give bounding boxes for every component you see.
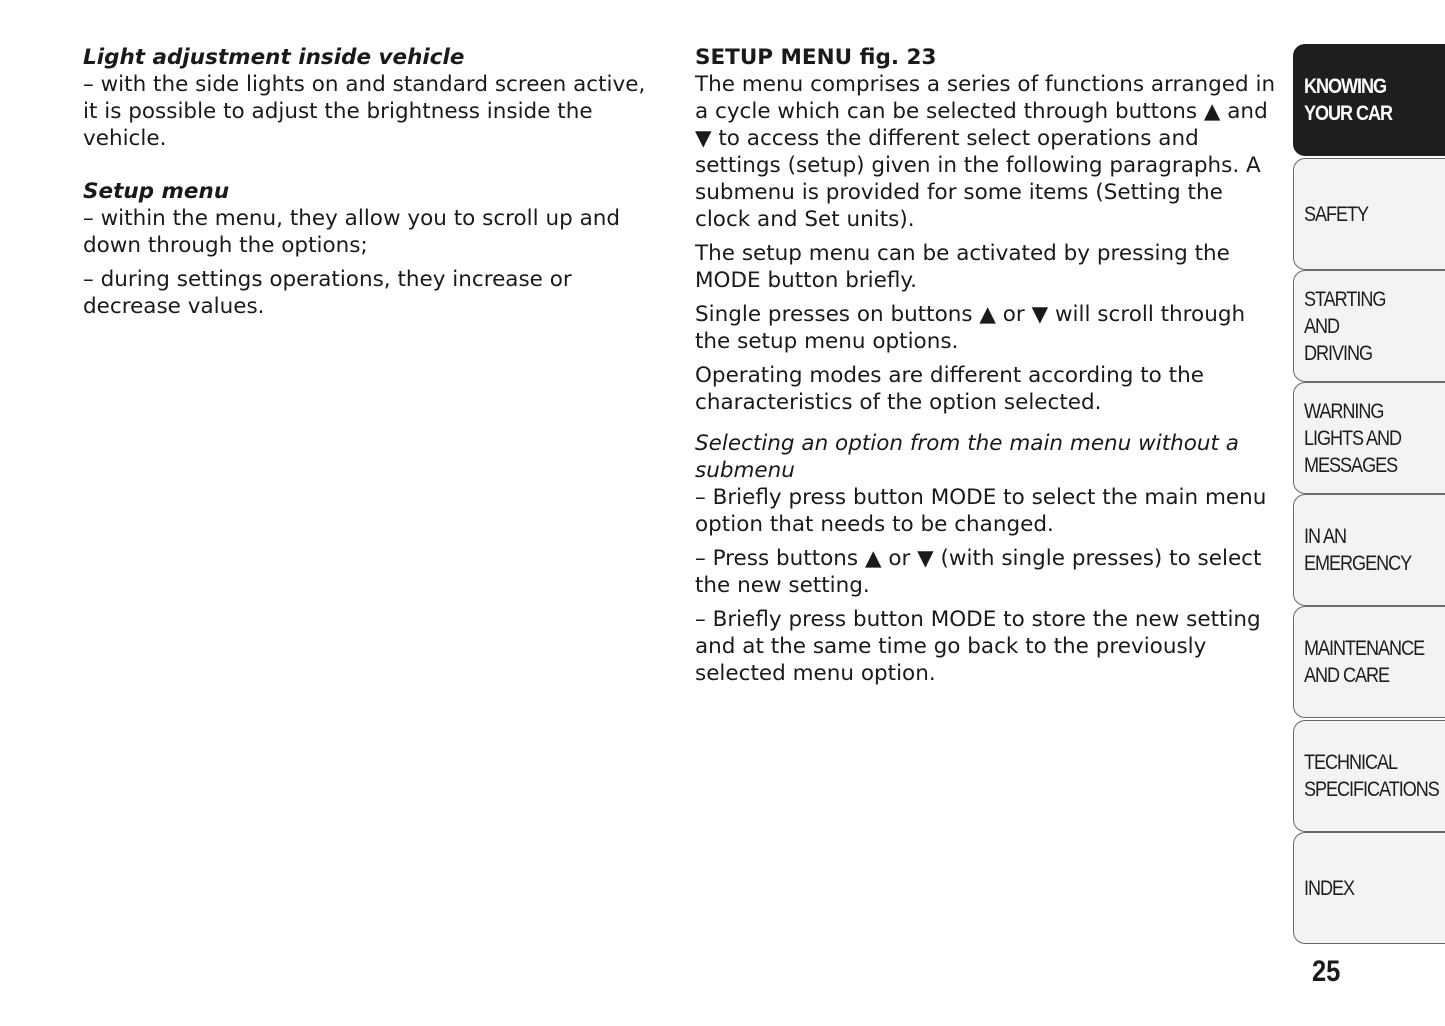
paragraph-menu-cycle: The menu comprises a series of functions arranged in a cycle which can be selected through buttons ▲ and ▼ to access the different select operations and settings (setup) given in the following paragraphs. A submenu is provided for some items (Setting the clock and Set units).: [695, 72, 1276, 232]
text-setup-values: – during settings operations, they increase or decrease values.: [83, 267, 572, 319]
tab-label: SAFETY: [1304, 202, 1369, 226]
heading-light-adjustment: Light adjustment inside vehicle: [83, 45, 465, 70]
tab-in-an-emergency[interactable]: [1293, 494, 1445, 606]
tab-label: WARNING LIGHTS AND MESSAGES: [1304, 399, 1402, 477]
tab-label: STARTING AND DRIVING: [1304, 287, 1386, 365]
left-column: [83, 44, 661, 320]
tab-knowing-your-car[interactable]: [1293, 44, 1445, 156]
tab-maintenance-and-care[interactable]: [1293, 606, 1445, 718]
tab-safety[interactable]: [1293, 158, 1445, 270]
page-number: 25: [1312, 955, 1341, 988]
tab-label: INDEX: [1304, 876, 1355, 900]
tab-label: IN AN EMERGENCY: [1304, 525, 1412, 575]
step-select-setting: – Press buttons ▲ or ▼ (with single presses) to select the new setting.: [695, 546, 1262, 598]
tab-label: MAINTENANCE AND CARE: [1304, 637, 1425, 687]
tab-warning-lights-and-messages[interactable]: [1293, 382, 1445, 494]
subheading-selecting-option: Selecting an option from the main menu without a submenu: [695, 431, 1239, 483]
step-select-option: – Briefly press button MODE to select the main menu option that needs to be changed.: [695, 485, 1267, 537]
heading-setup-menu-fig: SETUP MENU fig. 23: [695, 45, 937, 70]
text-setup-scroll: – within the menu, they allow you to scroll up and down through the options;: [83, 206, 621, 258]
tab-label: TECHNICAL SPECIFICATIONS: [1304, 751, 1439, 801]
right-column: [695, 44, 1280, 687]
paragraph-operating-modes: Operating modes are different according to the characteristics of the option selected.: [695, 363, 1204, 415]
step-store-setting: – Briefly press button MODE to store the new setting and at the same time go back to the previously selected menu option.: [695, 607, 1261, 686]
tab-label: KNOWING YOUR CAR: [1304, 75, 1393, 125]
heading-setup-menu: Setup menu: [83, 179, 230, 204]
tab-index[interactable]: [1293, 832, 1445, 944]
tab-technical-specifications[interactable]: [1293, 720, 1445, 832]
paragraph-activation: The setup menu can be activated by pressing the MODE button briefly.: [695, 241, 1230, 293]
tab-starting-and-driving[interactable]: [1293, 270, 1445, 382]
paragraph-scroll: Single presses on buttons ▲ or ▼ will scroll through the setup menu options.: [695, 302, 1246, 354]
text-light-adjustment: – with the side lights on and standard screen active, it is possible to adjust the brightness inside the vehicle.: [83, 72, 646, 151]
